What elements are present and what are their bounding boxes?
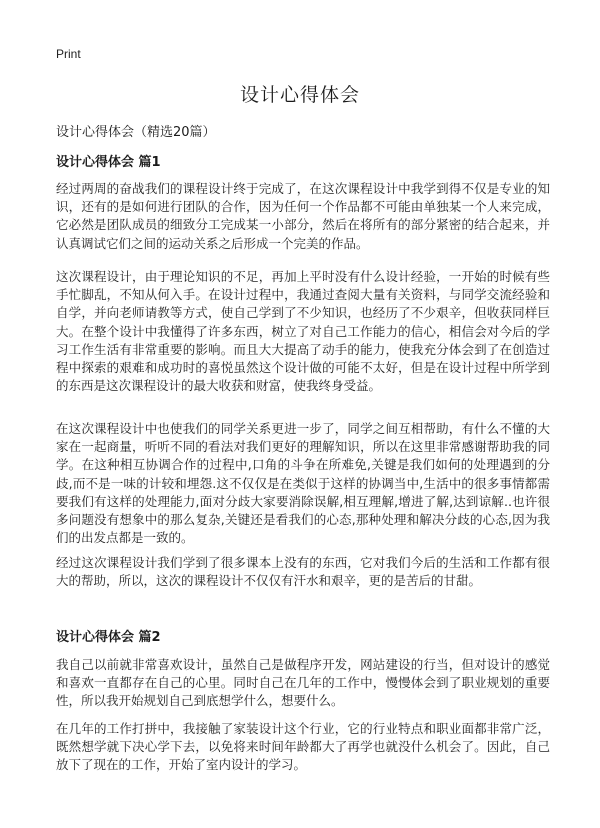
section-heading-1: 设计心得体会 篇1 <box>56 155 161 170</box>
paragraph: 我自己以前就非常喜欢设计，虽然自己是做程序开发，网站建设的行当，但对设计的感觉和喜欢一直都存在自己的心里。同时自己在几年的工作中，慢慢体会到了职业规划的重要性，所以我开始规划自己到底想学什么，想要什么。 <box>56 657 550 709</box>
paragraph: 这次课程设计，由于理论知识的不足，再加上平时没有什么设计经验，一开始的时候有些手忙脚乱，不知从何入手。在设计过程中，我通过查阅大量有关资料，与同学交流经验和自学，并向老师请教等方式，使自己学到了不少知识，也经历了不少艰辛，但收获同样巨大。在整个设计中我懂得了许多东西，树立了对自己工作能力的信心，相信会对今后的学习工作生活有非常重要的影响。而且大大提高了动手的能力，使我充分体会到了在创造过程中探索的艰难和成功时的喜悦虽然这个设计做的可能不太好，但是在设计过程中所学到的东西是这次课程设计的最大收获和财富，使我终身受益。 <box>56 269 550 394</box>
paragraph: 在这次课程设计中也使我们的同学关系更进一步了，同学之间互相帮助，有什么不懂的大家在一起商量，听听不同的看法对我们更好的理解知识，所以在这里非常感谢帮助我的同学。在这种相互协调合作的过程中,口角的斗争在所难免,关键是我们如何的处理遇到的分歧,而不是一味的计较和埋怨.这不仅仅是在类似于这样的协调当中,生活中的很多事情都需要我们有这样的处理能力,面对分歧大家要消除误解,相互理解,增进了解,达到谅解..也许很多问题没有想象中的那么复杂,关键还是看我们的心态,那种处理和解决分歧的心态,因为我们的出发点都是一致的。 <box>56 421 550 546</box>
section-heading-2: 设计心得体会 篇2 <box>56 630 161 645</box>
paragraph: 在几年的工作打拼中，我接触了家装设计这个行业，它的行业特点和职业面都非常广泛，既然想学就下决心学下去，以免将来时间年龄都大了再学也就没什么机会了。因此，自己放下了现在的工作，开始了室内设计的学习。 <box>56 721 550 773</box>
paragraph: 经过两周的奋战我们的课程设计终于完成了，在这次课程设计中我学到得不仅是专业的知识，还有的是如何进行团队的合作，因为任何一个作品都不可能由单独某一个人来完成，它必然是团队成员的细致分工完成某一小部分，然后在将所有的部分紧密的结合起来，并认真调试它们之间的运动关系之后形成一个完美的作品。 <box>56 181 550 251</box>
print-link[interactable]: Print <box>56 47 81 61</box>
document-title: 设计心得体会 <box>239 84 360 106</box>
document-subtitle: 设计心得体会（精选20篇） <box>56 125 216 140</box>
paragraph: 经过这次课程设计我们学到了很多课本上没有的东西，它对我们今后的生活和工作都有很大的帮助，所以，这次的课程设计不仅仅有汗水和艰辛，更的是苦后的甘甜。 <box>56 555 550 589</box>
